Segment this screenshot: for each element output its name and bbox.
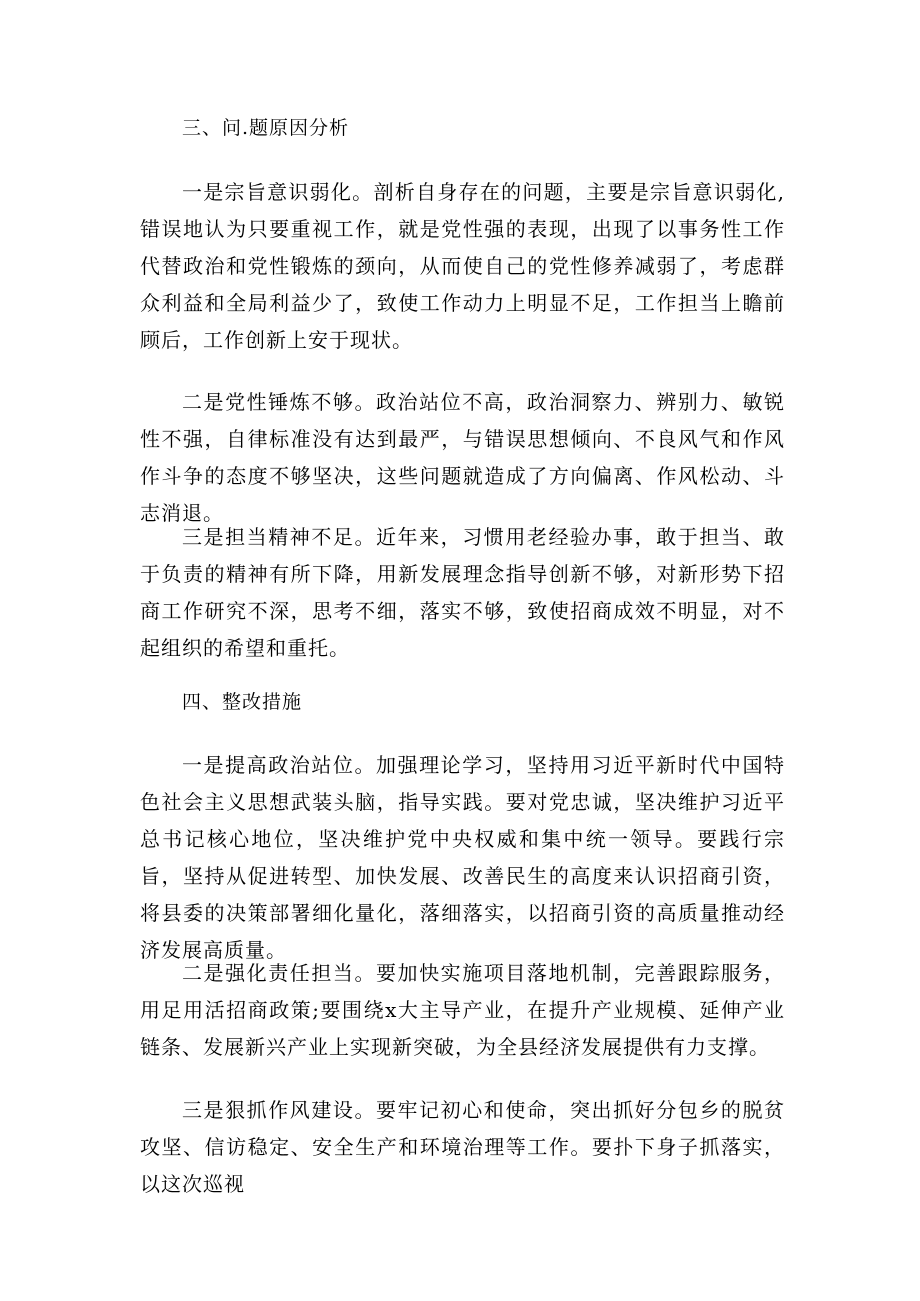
- paragraph-insufficient-party-training: 二是党性锤炼不够。政治站位不高，政治洞察力、辨别力、敏锐性不强，自律标准没有达到最严，与错误思想倾向、不良风气和作风作斗争的态度不够坚决，这些问题就造成了方向偏离、作风松动、斗志消退。: [140, 390, 785, 525]
- paragraph-lack-of-responsibility: 三是担当精神不足。近年来，习惯用老经验办事，敢于担当、敢于负责的精神有所下降，用新发展理念指导创新不够，对新形势下招商工作研究不深，思考不细，落实不够，致使招商成效不明显，对不起组织的希望和重托。: [140, 525, 785, 660]
- paragraph-work-style-building: 三是狠抓作风建设。要牢记初心和使命，突出抓好分包乡的脱贫攻坚、信访稳定、安全生产和环境治理等工作。要扑下身子抓落实，以这次巡视: [140, 1098, 785, 1196]
- section-heading-problem-causes: 三、问.题原因分析: [182, 117, 350, 139]
- section-heading-rectification-measures: 四、整改措施: [182, 691, 303, 713]
- paragraph-weak-purpose-awareness: 一是宗旨意识弱化。剖析自身存在的问题，主要是宗旨意识弱化,错误地认为只要重视工作，就是党性强的表现，出现了以事务性工作代替政治和党性锻炼的颈向，从而使自己的党性修养减弱了，考虑群众利益和全局利益少了，致使工作动力上明显不足，工作担当上瞻前顾后，工作创新上安于现状。: [140, 180, 785, 352]
- paragraph-raise-political-standing: 一是提高政治站位。加强理论学习，坚持用习近平新时代中国特色社会主义思想武装头脑，指导实践。要对党忠诚，坚决维护习近平总书记核心地位，坚决维护党中央权威和集中统一领导。要践行宗旨，坚持从促进转型、加快发展、改善民生的高度来认识招商引资，将县委的决策部署细化量化，落细落实，以招商引资的高质量推动经济发展高质量。: [140, 753, 785, 962]
- paragraph-strengthen-responsibility: 二是强化责任担当。要加快实施项目落地机制，完善跟踪服务，用足用活招商政策;要围绕x大主导产业，在提升产业规模、延伸产业链条、发展新兴产业上实现新突破，为全县经济发展提供有力支撑。: [140, 961, 785, 1059]
